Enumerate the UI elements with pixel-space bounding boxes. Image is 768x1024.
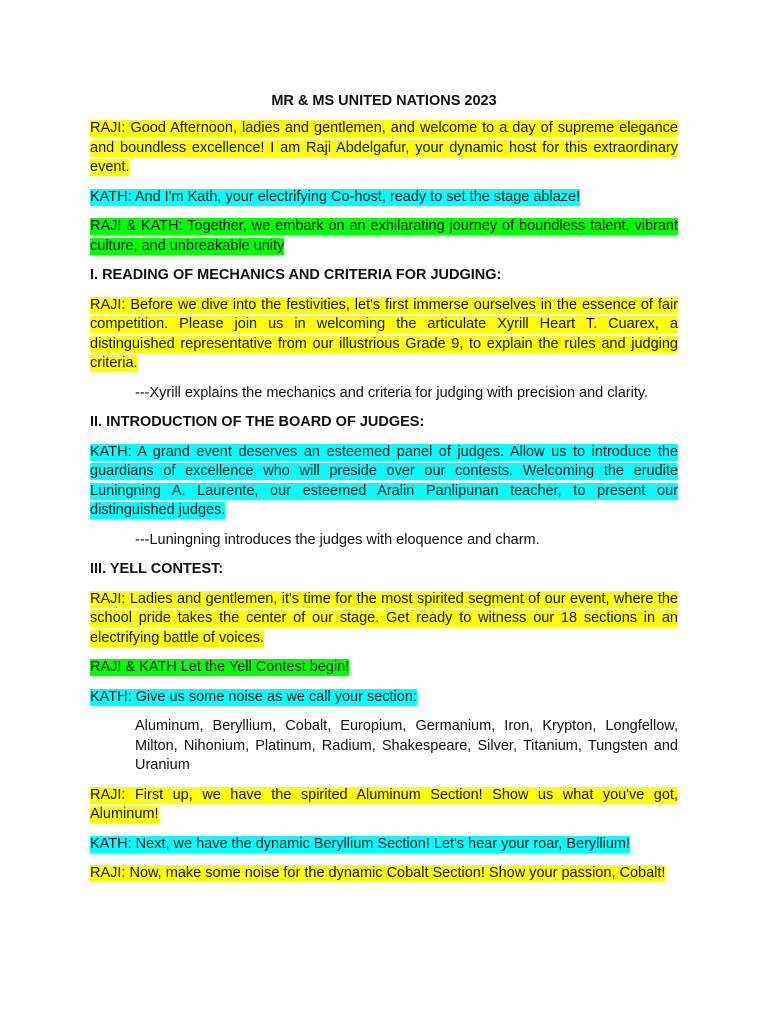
dialogue-text: RAJI: Good Afternoon, ladies and gentlemen, and welcome to a day of supreme elegance and boundless excellence! I am Raji Abdelgafur, your dynamic host for this extraordinary event. [90,120,678,175]
section-heading-mechanics: I. READING OF MECHANICS AND CRITERIA FOR JUDGING: [90,267,502,283]
document-title: MR & MS UNITED NATIONS 2023 [271,93,497,109]
dialogue-kath-intro [90,188,678,208]
dialogue-raji-kath-together [90,217,678,256]
dialogue-raji-mechanics [90,296,678,374]
dialogue-text: RAJI: Now, make some noise for the dynamic Cobalt Section! Show your passion, Cobalt! [90,865,666,881]
dialogue-text: KATH: Next, we have the dynamic Beryllium Section! Let's hear your roar, Beryllium! [90,835,631,852]
dialogue-text: RAJI: Before we dive into the festivities, let's first immerse ourselves in the essence of fair competition. Please join us in welcoming the articulate Xyrill Heart T. Cuarex, a distinguished representative from our illustrious Grade 9, to explain the rules and judging criteria. [90,296,678,371]
stage-note-luningning: ---Luningning introduces the judges with eloquence and charm. [135,531,540,548]
dialogue-raji-yell-intro [90,590,678,649]
dialogue-raji-welcome [90,119,678,178]
dialogue-text: KATH: And I'm Kath, your electrifying Co-host, ready to set the stage ablaze! [90,188,581,205]
section-heading-yell-contest: III. YELL CONTEST: [90,561,224,577]
dialogue-kath-beryllium [90,835,678,855]
dialogue-text: RAJI: Ladies and gentlemen, it's time for the most spirited segment of our event, where the school pride takes the center of our stage. Get ready to witness our 18 sections in an electrifying battle of voices. [90,590,678,646]
dialogue-kath-call-section [90,688,678,708]
document-page [90,92,678,894]
dialogue-raji-aluminum [90,786,678,825]
dialogue-text: RAJI & KATH: Together, we embark on an exhilarating journey of boundless talent, vibrant culture, and unbreakable unity [90,218,678,254]
dialogue-text: KATH: Give us some noise as we call your section: [90,688,417,705]
dialogue-kath-judges [90,443,678,521]
dialogue-text: RAJI & KATH Let the Yell Contest begin! [90,659,350,675]
dialogue-text: KATH: A grand event deserves an esteemed panel of judges. Allow us to introduce the guardians of excellence who will preside over our contests. Welcoming the erudite Luningning A. Laurente, our esteemed Aralin Panlipunan teacher, to present our distinguished judges. [90,443,678,518]
section-heading-judges: II. INTRODUCTION OF THE BOARD OF JUDGES: [90,414,425,430]
dialogue-raji-cobalt [90,864,678,884]
dialogue-raji-kath-begin [90,658,678,678]
dialogue-text: RAJI: First up, we have the spirited Aluminum Section! Show us what you've got, Aluminum! [90,786,678,822]
section-list: Aluminum, Beryllium, Cobalt, Europium, Germanium, Iron, Krypton, Longfellow, Milton, Nihonium, Platinum, Radium, Shakespeare, Silver, Titanium, Tungsten and Uranium [135,718,678,773]
stage-note-xyrill: ---Xyrill explains the mechanics and criteria for judging with precision and clarity. [135,384,649,401]
